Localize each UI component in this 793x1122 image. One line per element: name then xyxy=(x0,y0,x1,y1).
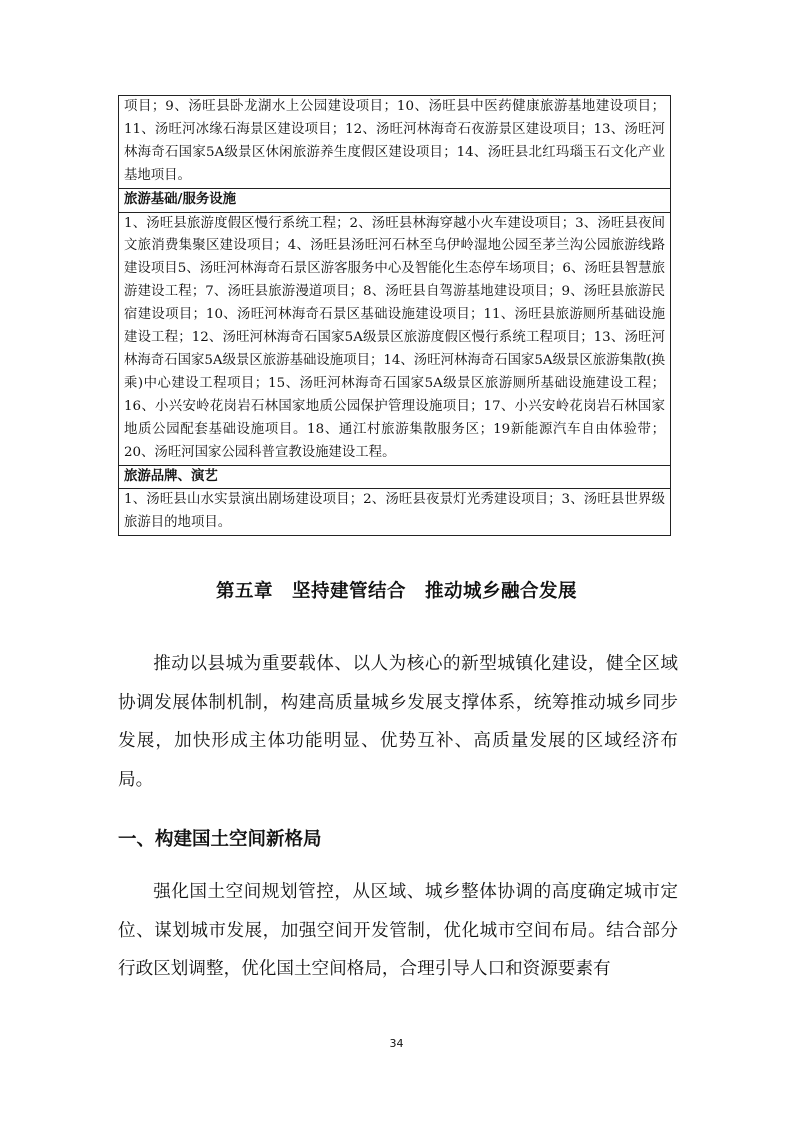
chapter-intro-paragraph: 推动以县城为重要载体、以人为核心的新型城镇化建设，健全区域协调发展体制机制，构建高质量城乡发展支撑体系，统筹推动城乡同步发展，加快形成主体功能明显、优势互补、高质量发展的区域经济布局。 xyxy=(118,654,678,790)
section-title: 一、构建国土空间新格局 xyxy=(118,829,322,850)
table-cell-projects-continued: 项目；9、汤旺县卧龙湖水上公园建设项目；10、汤旺县中医药健康旅游基地建设项目；11、汤旺河冰缘石海景区建设项目；12、汤旺河林海奇石夜游景区建设项目；13、汤旺河林海奇石国家5A级景区休闲旅游养生度假区建设项目；14、汤旺县北红玛瑙玉石文化产业基地项目。 xyxy=(119,96,671,189)
project-table xyxy=(118,95,671,536)
table-row xyxy=(119,188,671,212)
table-row xyxy=(119,96,671,189)
table-heading-brand: 旅游品牌、演艺 xyxy=(119,465,671,489)
page-number: 34 xyxy=(389,1037,404,1050)
table-row xyxy=(119,489,671,536)
table-heading-infrastructure: 旅游基础/服务设施 xyxy=(119,188,671,212)
chapter-title: 第五章 坚持建管结合 推动城乡融合发展 xyxy=(215,581,577,602)
table-row xyxy=(119,212,671,465)
table-row xyxy=(119,465,671,489)
section-paragraph: 强化国土空间规划管控，从区域、城乡整体协调的高度确定城市定位、谋划城市发展，加强空间开发管制，优化城市空间布局。结合部分行政区划调整，优化国土空间格局，合理引导人口和资源要素有 xyxy=(118,882,678,979)
table-cell-infrastructure: 1、汤旺县旅游度假区慢行系统工程；2、汤旺县林海穿越小火车建设项目；3、汤旺县夜间文旅消费集聚区建设项目；4、汤旺县汤旺河石林至乌伊岭湿地公园至茅兰沟公园旅游线路建设项目5、汤旺河林海奇石景区游客服务中心及智能化生态停车场项目；6、汤旺县智慧旅游建设工程；7、汤旺县旅游漫道项目；8、汤旺县自驾游基地建设项目；9、汤旺县旅游民宿建设项目；10、汤旺河林海奇石景区基础设施建设项目；11、汤旺县旅游厕所基础设施建设工程；12、汤旺河林海奇石国家5A级景区旅游度假区慢行系统工程项目；13、汤旺河林海奇石国家5A级景区旅游基础设施项目；14、汤旺河林海奇石国家5A级景区旅游集散(换乘)中心建设工程项目；15、汤旺河林海奇石国家5A级景区旅游厕所基础设施建设工程；16、小兴安岭花岗岩石林国家地质公园保护管理设施项目；17、小兴安岭花岗岩石林国家地质公园配套基础设施项目。18、通江村旅游集散服务区；19新能源汽车自由体验带；20、汤旺河国家公园科普宣教设施建设工程。 xyxy=(119,212,671,465)
table-cell-brand: 1、汤旺县山水实景演出剧场建设项目；2、汤旺县夜景灯光秀建设项目；3、汤旺县世界级旅游目的地项目。 xyxy=(119,489,671,536)
